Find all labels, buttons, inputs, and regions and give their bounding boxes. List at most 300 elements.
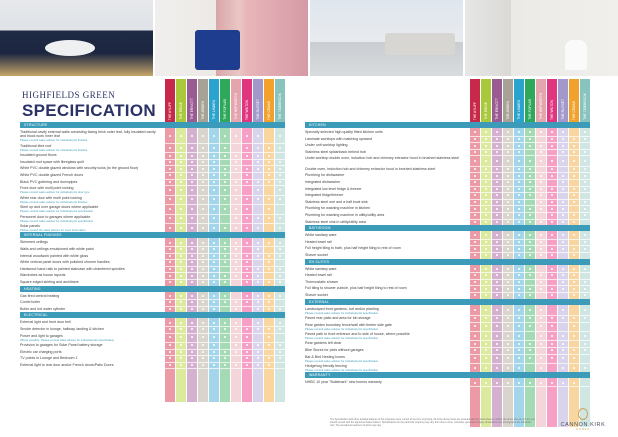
spec-item-label: White PVC double glazed French doors <box>20 173 84 178</box>
included-dot-icon <box>507 382 509 384</box>
spec-row <box>305 213 465 217</box>
included-dot-icon <box>235 227 237 229</box>
spec-row <box>20 260 160 264</box>
spec-item-label: Under unit worktop lighting <box>305 143 348 148</box>
spec-item-label: Full height tiling to bath, plus half height tiling to rest of room <box>305 246 401 251</box>
row-divider <box>165 355 285 356</box>
spec-row <box>20 180 160 184</box>
row-divider <box>470 149 590 150</box>
included-dot-icon <box>518 382 520 384</box>
included-dot-icon <box>529 343 531 345</box>
spec-item-label: Heated towel rail <box>305 239 332 244</box>
included-dot-icon <box>584 201 586 203</box>
row-divider <box>165 246 285 247</box>
spec-item-label: Paved rear patio and area for bin storage <box>305 315 371 320</box>
spec-row <box>305 348 465 352</box>
included-dot-icon <box>235 155 237 157</box>
included-dot-icon <box>202 308 204 310</box>
spec-row <box>20 280 160 284</box>
included-dot-icon <box>573 188 575 190</box>
included-dot-icon <box>518 248 520 250</box>
included-dot-icon <box>496 281 498 283</box>
row-divider <box>165 279 285 280</box>
spec-item-label: Specially selected high quality fitted kitchen units <box>305 130 383 134</box>
logo-sub: HOMES <box>576 428 590 431</box>
row-divider <box>165 143 285 144</box>
spec-item-label: Under worktop double oven, induction hob and chimney extractor hood in brushed stainless steel <box>305 156 460 161</box>
spec-item-note: Please consult sales advisor for individual plot finishes <box>20 148 88 153</box>
house-type-header <box>481 79 491 122</box>
included-dot-icon <box>257 242 259 244</box>
house-type-header <box>176 79 186 122</box>
included-dot-icon <box>496 221 498 223</box>
included-dot-icon <box>507 335 509 337</box>
included-dot-icon <box>573 168 575 170</box>
spec-row <box>305 167 465 171</box>
included-dot-icon <box>507 248 509 250</box>
row-divider <box>470 179 590 180</box>
included-dot-icon <box>191 295 193 297</box>
included-dot-icon <box>246 275 248 277</box>
included-dot-icon <box>169 308 171 310</box>
section-header: INTERNAL FINISHES <box>20 232 285 238</box>
included-dot-icon <box>213 147 215 149</box>
spec-row <box>305 307 465 315</box>
included-dot-icon <box>496 335 498 337</box>
included-dot-icon <box>246 295 248 297</box>
included-dot-icon <box>279 322 281 324</box>
included-dot-icon <box>224 322 226 324</box>
spec-row <box>305 233 465 237</box>
spec-item-label: Smoke detector in lounge, hallway, landing & kitchen <box>20 326 104 331</box>
included-dot-icon <box>279 147 281 149</box>
spec-item-label: Integrated dishwasher <box>305 179 341 184</box>
row-divider <box>470 252 590 253</box>
section-header: BATHROOM <box>305 225 590 231</box>
included-dot-icon <box>518 145 520 147</box>
included-dot-icon <box>169 168 171 170</box>
included-dot-icon <box>213 268 215 270</box>
house-type-name: THE AYLIFF <box>473 101 477 120</box>
house-type-header <box>220 79 230 122</box>
house-type-header <box>231 79 241 122</box>
row-divider <box>165 266 285 267</box>
included-dot-icon <box>551 201 553 203</box>
included-dot-icon <box>474 160 476 162</box>
included-dot-icon <box>235 308 237 310</box>
included-dot-icon <box>279 135 281 137</box>
spec-item-label: Insulated ground floors <box>20 153 57 158</box>
included-dot-icon <box>562 138 564 140</box>
spec-item-label: Shaver socket <box>305 252 328 257</box>
included-dot-icon <box>496 268 498 270</box>
included-dot-icon <box>257 189 259 191</box>
included-dot-icon <box>507 160 509 162</box>
included-dot-icon <box>496 145 498 147</box>
house-type-header <box>536 79 546 122</box>
included-dot-icon <box>169 322 171 324</box>
included-dot-icon <box>257 308 259 310</box>
included-dot-icon <box>202 295 204 297</box>
house-type-header <box>525 79 535 122</box>
row-divider <box>470 363 590 364</box>
included-dot-icon <box>246 255 248 257</box>
spec-row <box>20 215 160 223</box>
included-dot-icon <box>268 242 270 244</box>
house-type-header <box>198 79 208 122</box>
included-dot-icon <box>562 382 564 384</box>
included-dot-icon <box>551 221 553 223</box>
included-dot-icon <box>540 248 542 250</box>
spec-item-note: Please consult sales advisor for individual plot specification <box>20 209 94 214</box>
included-dot-icon <box>551 343 553 345</box>
house-type-name: THE TIDEBROOK <box>583 93 587 120</box>
row-divider <box>470 322 590 323</box>
included-dot-icon <box>518 367 520 369</box>
included-dot-icon <box>507 168 509 170</box>
included-dot-icon <box>562 281 564 283</box>
page-title: SPECIFICATION <box>22 101 156 120</box>
row-divider <box>470 354 590 355</box>
spec-item-note: Where possible. Please consult sales advisor for individual plot specification <box>20 337 115 342</box>
included-dot-icon <box>540 343 542 345</box>
included-dot-icon <box>224 275 226 277</box>
included-dot-icon <box>268 147 270 149</box>
included-dot-icon <box>529 160 531 162</box>
included-dot-icon <box>529 288 531 290</box>
spec-item-label: Gas fired central heating <box>20 293 60 298</box>
included-dot-icon <box>496 248 498 250</box>
row-divider <box>470 272 590 273</box>
included-dot-icon <box>507 208 509 210</box>
included-dot-icon <box>235 189 237 191</box>
spec-row <box>305 240 465 244</box>
included-dot-icon <box>529 382 531 384</box>
included-dot-icon <box>562 208 564 210</box>
included-dot-icon <box>169 189 171 191</box>
included-dot-icon <box>496 160 498 162</box>
included-dot-icon <box>573 281 575 283</box>
spec-item-label: Double oven, induction hob and chimney extractor hood in brushed stainless steel <box>305 166 436 171</box>
spec-row <box>305 253 465 257</box>
included-dot-icon <box>202 181 204 183</box>
row-divider <box>470 386 590 387</box>
included-dot-icon <box>257 135 259 137</box>
included-dot-icon <box>235 255 237 257</box>
included-dot-icon <box>496 288 498 290</box>
row-divider <box>165 223 285 224</box>
included-dot-icon <box>180 351 182 353</box>
spec-row <box>305 280 465 284</box>
included-dot-icon <box>268 208 270 210</box>
included-dot-icon <box>246 147 248 149</box>
spec-item-label: Personnel door to garages where applicable <box>20 214 91 219</box>
row-divider <box>165 326 285 327</box>
included-dot-icon <box>202 168 204 170</box>
included-dot-icon <box>529 138 531 140</box>
included-dot-icon <box>507 221 509 223</box>
spec-item-label: Wardrobes as house layouts <box>20 273 66 278</box>
included-dot-icon <box>562 145 564 147</box>
included-dot-icon <box>213 295 215 297</box>
spec-item-label: Bike Stores for plots without garages <box>305 347 364 352</box>
row-divider <box>165 165 285 166</box>
house-type-header <box>470 79 480 122</box>
included-dot-icon <box>169 227 171 229</box>
section-header: STRUCTURE <box>20 122 285 128</box>
spec-row <box>305 173 465 177</box>
included-dot-icon <box>268 308 270 310</box>
spec-row <box>20 267 160 271</box>
included-dot-icon <box>474 208 476 210</box>
spec-item-label: Plumbing for washing machine in utility/utility area <box>305 212 385 217</box>
house-type-header <box>547 79 557 122</box>
spec-item-label: White sanitary ware <box>305 233 337 238</box>
included-dot-icon <box>485 175 487 177</box>
included-dot-icon <box>540 367 542 369</box>
included-dot-icon <box>496 367 498 369</box>
logo-emblem-icon <box>578 408 588 420</box>
included-dot-icon <box>573 175 575 177</box>
spec-row <box>20 334 160 342</box>
spec-item-label: Rear garden boundary fence/wall with timber side gate <box>305 322 392 327</box>
spec-row <box>20 343 160 347</box>
included-dot-icon <box>202 227 204 229</box>
included-dot-icon <box>279 189 281 191</box>
house-type-name: THE ERIGE <box>179 102 183 120</box>
included-dot-icon <box>551 168 553 170</box>
included-dot-icon <box>540 288 542 290</box>
included-dot-icon <box>529 175 531 177</box>
spec-row <box>305 130 465 134</box>
section-header: EN SUITES <box>305 259 590 265</box>
included-dot-icon <box>180 155 182 157</box>
row-divider <box>165 362 285 363</box>
included-dot-icon <box>474 248 476 250</box>
included-dot-icon <box>246 242 248 244</box>
included-dot-icon <box>257 255 259 257</box>
included-dot-icon <box>213 168 215 170</box>
included-dot-icon <box>224 227 226 229</box>
included-dot-icon <box>257 227 259 229</box>
row-divider <box>165 349 285 350</box>
included-dot-icon <box>180 147 182 149</box>
spec-item-label: Square edged skirting and architrave <box>20 279 79 284</box>
spec-row <box>20 327 160 331</box>
row-divider <box>470 186 590 187</box>
included-dot-icon <box>485 367 487 369</box>
spec-row <box>20 160 160 164</box>
spec-row <box>305 332 465 340</box>
included-dot-icon <box>235 268 237 270</box>
included-dot-icon <box>474 175 476 177</box>
included-dot-icon <box>507 138 509 140</box>
included-dot-icon <box>518 343 520 345</box>
spec-row <box>305 143 465 147</box>
house-type-name: THE CEDAR <box>267 100 271 120</box>
row-divider <box>470 155 590 156</box>
included-dot-icon <box>224 208 226 210</box>
included-dot-icon <box>213 135 215 137</box>
included-dot-icon <box>202 351 204 353</box>
included-dot-icon <box>213 227 215 229</box>
included-dot-icon <box>562 288 564 290</box>
included-dot-icon <box>246 268 248 270</box>
spec-item-label: Traditional tiled roof <box>20 143 52 148</box>
house-type-name: THE ERIGE <box>484 102 488 120</box>
row-divider <box>470 292 590 293</box>
included-dot-icon <box>268 181 270 183</box>
spec-item-label: Hedgehog friendly fencing <box>305 363 347 368</box>
bedroom-photo <box>155 0 308 76</box>
spec-row <box>20 350 160 354</box>
row-divider <box>165 195 285 196</box>
included-dot-icon <box>584 288 586 290</box>
house-type-header <box>187 79 197 122</box>
included-dot-icon <box>474 268 476 270</box>
house-type-name: THE POPLAR <box>528 99 532 120</box>
row-divider <box>470 192 590 193</box>
spec-item-label: Electric car charging ports <box>20 349 62 354</box>
spec-row <box>20 320 160 324</box>
included-dot-icon <box>485 281 487 283</box>
section-header: EXTERNAL <box>305 299 590 305</box>
spec-row <box>305 286 465 290</box>
included-dot-icon <box>562 241 564 243</box>
included-dot-icon <box>235 135 237 137</box>
spec-item-label: Combi boiler <box>20 300 41 305</box>
included-dot-icon <box>213 242 215 244</box>
included-dot-icon <box>191 227 193 229</box>
included-dot-icon <box>191 322 193 324</box>
row-divider <box>165 259 285 260</box>
row-divider <box>470 331 590 332</box>
included-dot-icon <box>518 175 520 177</box>
house-type-name: THE WILTON <box>245 99 249 120</box>
spec-row <box>305 273 465 277</box>
spec-row <box>20 144 160 152</box>
included-dot-icon <box>257 168 259 170</box>
included-dot-icon <box>529 208 531 210</box>
included-dot-icon <box>485 138 487 140</box>
included-dot-icon <box>202 242 204 244</box>
house-type-name: THE TIDEBROOK <box>278 93 282 120</box>
spec-row <box>20 205 160 213</box>
included-dot-icon <box>485 221 487 223</box>
included-dot-icon <box>213 308 215 310</box>
included-dot-icon <box>474 382 476 384</box>
row-divider <box>165 172 285 173</box>
spec-row <box>305 150 465 154</box>
included-dot-icon <box>584 248 586 250</box>
spec-item-label: Internal woodwork painted with white gloss <box>20 253 89 258</box>
row-divider <box>165 185 285 186</box>
spec-row <box>20 196 160 204</box>
included-dot-icon <box>474 221 476 223</box>
included-dot-icon <box>246 168 248 170</box>
included-dot-icon <box>474 168 476 170</box>
spec-item-label: Insulated roof space with fibreglass quilt <box>20 159 84 164</box>
included-dot-icon <box>279 295 281 297</box>
included-dot-icon <box>279 351 281 353</box>
included-dot-icon <box>191 308 193 310</box>
included-dot-icon <box>268 255 270 257</box>
row-divider <box>470 166 590 167</box>
included-dot-icon <box>257 322 259 324</box>
included-dot-icon <box>584 188 586 190</box>
included-dot-icon <box>496 241 498 243</box>
row-divider <box>165 333 285 334</box>
row-divider <box>165 342 285 343</box>
included-dot-icon <box>169 255 171 257</box>
house-type-header <box>253 79 263 122</box>
house-type-column <box>275 122 285 402</box>
included-dot-icon <box>540 145 542 147</box>
spec-item-label: Plumbing for dishwasher <box>305 173 345 178</box>
row-divider <box>165 306 285 307</box>
title-block <box>22 90 156 121</box>
included-dot-icon <box>551 138 553 140</box>
included-dot-icon <box>551 288 553 290</box>
included-dot-icon <box>518 241 520 243</box>
included-dot-icon <box>235 242 237 244</box>
living-room-photo <box>310 0 463 76</box>
included-dot-icon <box>518 288 520 290</box>
included-dot-icon <box>224 189 226 191</box>
included-dot-icon <box>507 241 509 243</box>
included-dot-icon <box>474 343 476 345</box>
included-dot-icon <box>540 208 542 210</box>
included-dot-icon <box>246 227 248 229</box>
included-dot-icon <box>180 189 182 191</box>
spec-item-label: Paved path to front entrance and to side of house, where possible <box>305 331 410 336</box>
house-type-headers <box>470 79 590 122</box>
included-dot-icon <box>191 208 193 210</box>
photo-strip <box>0 0 618 76</box>
included-dot-icon <box>485 145 487 147</box>
included-dot-icon <box>202 255 204 257</box>
included-dot-icon <box>235 208 237 210</box>
included-dot-icon <box>496 382 498 384</box>
included-dot-icon <box>562 335 564 337</box>
house-type-header <box>514 79 524 122</box>
spec-item-label: Stainless steel sink in utility/utility area <box>305 219 366 224</box>
house-type-name: THE ERIVOTT <box>190 98 194 120</box>
spec-row <box>305 187 465 191</box>
included-dot-icon <box>191 275 193 277</box>
spec-item-label: Integrated fridge/freezer <box>305 193 344 198</box>
included-dot-icon <box>246 208 248 210</box>
included-dot-icon <box>246 351 248 353</box>
spec-row <box>20 363 160 367</box>
included-dot-icon <box>562 268 564 270</box>
spec-item-label: NHBC 10 year "Buildmark" new homes warranty <box>305 380 382 385</box>
included-dot-icon <box>474 145 476 147</box>
included-dot-icon <box>180 181 182 183</box>
house-type-name: THE ERIVOTT <box>495 98 499 120</box>
included-dot-icon <box>518 188 520 190</box>
house-type-name: THE WILTON <box>550 99 554 120</box>
spec-item-label: Traditional cavity external walls consisting facing brick outer leaf, fully insulated cavity and block work inner leaf <box>20 130 156 139</box>
included-dot-icon <box>562 175 564 177</box>
spec-row <box>20 224 160 232</box>
included-dot-icon <box>191 268 193 270</box>
house-type-name: THE ARDEN <box>201 101 205 120</box>
included-dot-icon <box>507 281 509 283</box>
house-type-name: THE RUSSET <box>561 99 565 120</box>
row-divider <box>470 239 590 240</box>
included-dot-icon <box>540 281 542 283</box>
